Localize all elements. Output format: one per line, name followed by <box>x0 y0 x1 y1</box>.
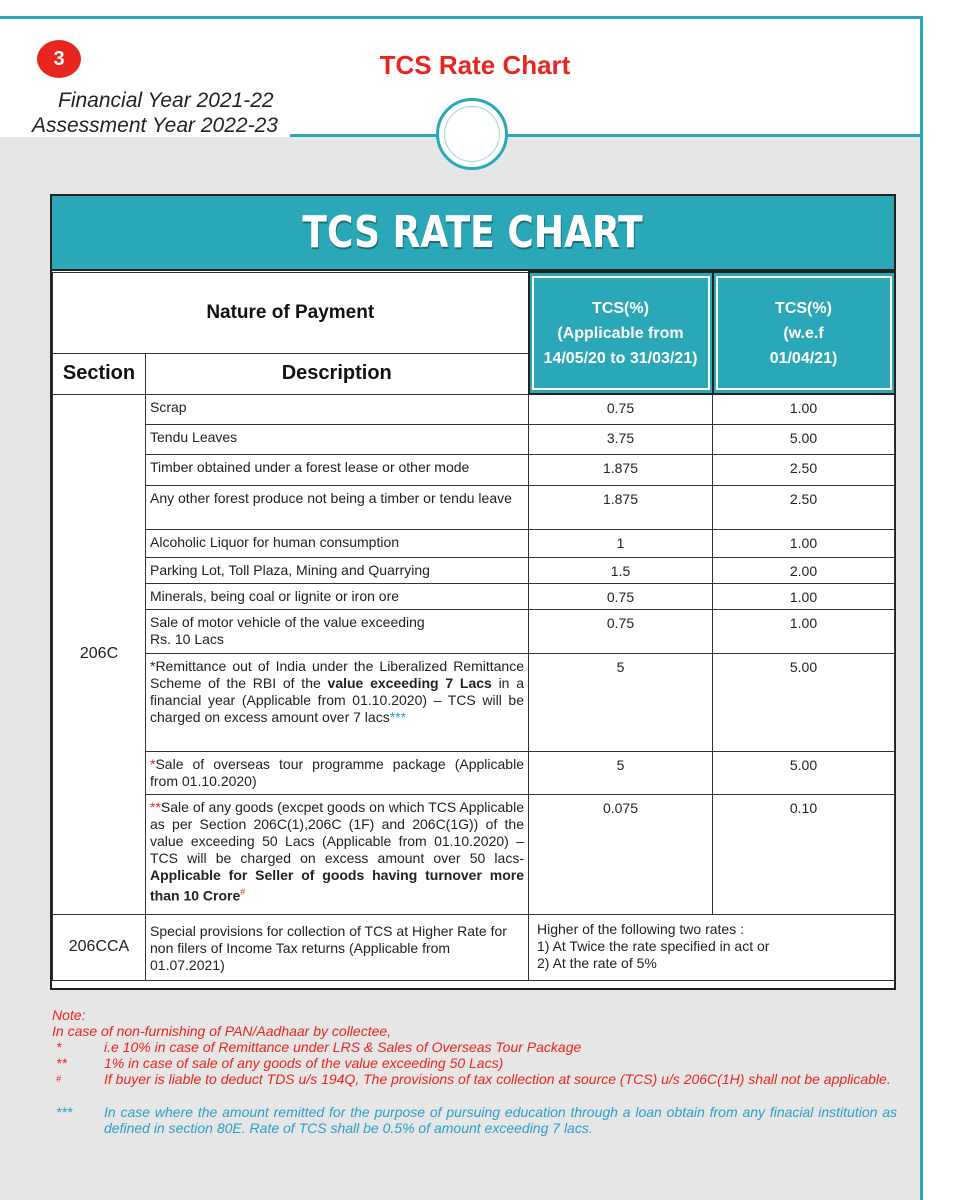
old-rate-value: 0.75 <box>529 609 713 653</box>
notes <box>52 1007 897 1136</box>
financial-year: Financial Year 2021-22 <box>58 89 274 112</box>
description-text: Sale of overseas tour programme package (Applicable from 01.10.2020) <box>150 755 524 789</box>
chart-banner-title: TCS RATE CHART <box>302 207 644 258</box>
hash-mark: # <box>240 886 246 897</box>
description-bold-text: value exceeding 7 Lacs <box>327 674 492 691</box>
cca-rate-line: Higher of the following two rates : <box>537 920 744 937</box>
page-number-badge: 3 <box>37 40 81 78</box>
new-rate-value: 0.10 <box>713 794 895 914</box>
old-rate-value: 0.075 <box>529 794 713 914</box>
new-rate-value: 5.00 <box>713 424 895 454</box>
note-label: Note: <box>52 1007 86 1023</box>
row-description-line: Rs. 10 Lacs <box>150 630 224 647</box>
new-rate-value: 1.00 <box>713 583 895 609</box>
new-rate-value: 5.00 <box>713 653 895 751</box>
old-rate-value: 0.75 <box>529 583 713 609</box>
description-bold-text: Applicable for Seller of goods having turnover more than 10 Crore <box>150 866 524 904</box>
table-row <box>53 454 895 485</box>
row-description: Minerals, being coal or lignite or iron ore <box>146 583 529 609</box>
row-description <box>146 794 529 914</box>
note-item <box>52 1039 897 1055</box>
note-text: In case where the amount remitted for the purpose of pursuing education through a loan obtain from any finacial institution as defined in section 80E. Rate of TCS shall be 0.5% of amount exceeding 7 lacs. <box>104 1104 897 1136</box>
top-rule <box>0 16 922 19</box>
table-row <box>53 794 895 914</box>
page-title: TCS Rate Chart <box>379 50 571 80</box>
circle-emblem <box>436 98 508 170</box>
description-text: Sale of any goods (excpet goods on which TCS Applicable as per Section 206C(1),206C (1F) and 206C(1G)) of the value exceeding 50 Lacs (Applicable from 01.10.2020) – TCS will be charged on excess amount over 50 lacs- <box>150 798 524 866</box>
triple-star-mark: *** <box>389 708 407 725</box>
section-column-header: Section <box>53 353 146 394</box>
new-rate-header-line: (w.e.f <box>783 324 824 342</box>
table-row <box>53 583 895 609</box>
old-rate-value: 1.5 <box>529 557 713 583</box>
old-rate-value: 3.75 <box>529 424 713 454</box>
header-rule <box>290 134 923 137</box>
new-rate-value: 2.50 <box>713 485 895 529</box>
row-description: Parking Lot, Toll Plaza, Mining and Quarrying <box>146 557 529 583</box>
new-rate-value: 2.00 <box>713 557 895 583</box>
table-row <box>53 557 895 583</box>
note-text: i.e 10% in case of Remittance under LRS & Sales of Overseas Tour Package <box>104 1039 582 1055</box>
description-text: *Remittance out of India under the Liberalized Remittance Scheme of the RBI of the <box>150 657 524 691</box>
tcs-chart <box>50 194 896 990</box>
section-206c: 206C <box>53 394 146 914</box>
note-symbol: * <box>56 1039 62 1055</box>
star-mark: * <box>150 755 156 772</box>
row-description: Alcoholic Liquor for human consumption <box>146 529 529 557</box>
section-206cca: 206CCA <box>53 914 146 980</box>
old-rate-header <box>529 272 713 394</box>
note-intro: In case of non-furnishing of PAN/Aadhaar by collectee, <box>52 1023 392 1039</box>
assessment-year: Assessment Year 2022-23 <box>32 114 278 137</box>
new-rate-value: 1.00 <box>713 394 895 424</box>
table-row <box>53 751 895 794</box>
new-rate-value: 1.00 <box>713 529 895 557</box>
old-rate-value: 0.75 <box>529 394 713 424</box>
old-rate-header-line: (Applicable from <box>557 324 684 342</box>
row-description: Scrap <box>146 394 529 424</box>
old-rate-value: 5 <box>529 751 713 794</box>
old-rate-header-line: TCS(%) <box>592 299 649 317</box>
new-rate-value: 1.00 <box>713 609 895 653</box>
note-item-education <box>52 1104 897 1136</box>
old-rate-value: 1.875 <box>529 454 713 485</box>
row-description <box>146 653 529 751</box>
note-item <box>52 1071 897 1087</box>
description-column-header: Description <box>146 353 529 394</box>
table-row <box>53 609 895 653</box>
note-symbol: *** <box>56 1104 73 1120</box>
note-text: If buyer is liable to deduct TDS u/s 194Q, The provisions of tax collection at source (TCS) u/s 206C(1H) shall not be applicable. <box>104 1071 891 1087</box>
note-symbol: # <box>56 1074 62 1084</box>
row-description-line: Sale of motor vehicle of the value exceeding <box>150 613 425 630</box>
new-rate-header <box>713 272 895 394</box>
new-rate-value: 2.50 <box>713 454 895 485</box>
table-row <box>53 424 895 454</box>
tcs-rate-table <box>52 271 896 981</box>
row-description: Timber obtained under a forest lease or other mode <box>146 454 529 485</box>
new-rate-value: 5.00 <box>713 751 895 794</box>
new-rate-header-line: 01/04/21) <box>769 349 838 367</box>
old-rate-value: 1 <box>529 529 713 557</box>
double-star-mark: ** <box>150 798 161 815</box>
table-row <box>53 529 895 557</box>
old-rate-header-line: 14/05/20 to 31/03/21) <box>543 349 698 367</box>
note-text: 1% in case of sale of any goods of the value exceeding 50 Lacs) <box>104 1055 504 1071</box>
chart-banner <box>52 196 894 271</box>
old-rate-value: 5 <box>529 653 713 751</box>
table-row <box>53 485 895 529</box>
row-description: Any other forest produce not being a timber or tendu leave <box>146 485 529 529</box>
cca-rate-line: 2) At the rate of 5% <box>537 954 657 971</box>
note-item <box>52 1055 897 1071</box>
description-text: in a financial year (Applicable from 01.10.2020) – TCS will be charged on excess amount over 7 lacs <box>150 674 525 725</box>
right-rule <box>920 16 923 1200</box>
cca-rate-line: 1) At Twice the rate specified in act or <box>537 937 770 954</box>
note-symbol: ** <box>56 1055 67 1071</box>
row-description: Tendu Leaves <box>146 424 529 454</box>
old-rate-value: 1.875 <box>529 485 713 529</box>
row-description: Special provisions for collection of TCS at Higher Rate for non filers of Income Tax returns (Applicable from 01.07.2021) <box>146 914 529 980</box>
table-row <box>53 914 895 980</box>
row-description <box>146 751 529 794</box>
row-description <box>146 609 529 653</box>
table-row <box>53 394 895 424</box>
new-rate-header-line: TCS(%) <box>775 299 832 317</box>
cca-rate <box>529 914 895 980</box>
nature-of-payment-header: Nature of Payment <box>53 272 529 353</box>
table-row <box>53 653 895 751</box>
